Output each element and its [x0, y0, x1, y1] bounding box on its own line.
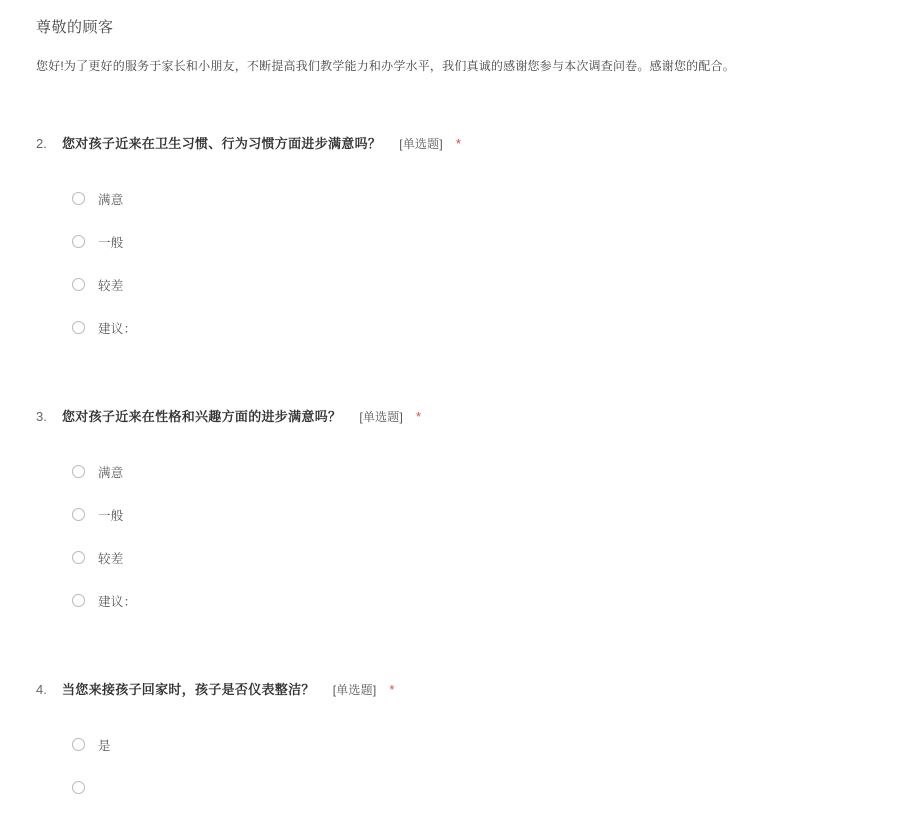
page-title: 尊敬的顾客 [36, 19, 114, 36]
radio-button-icon[interactable] [72, 738, 85, 751]
radio-button-icon[interactable] [72, 465, 85, 478]
radio-button-icon[interactable] [72, 192, 85, 205]
question-header-2 [36, 133, 866, 152]
option-label: 满意 [98, 465, 124, 480]
question-number-4: 4. [36, 682, 47, 697]
option-row[interactable] [72, 728, 866, 761]
options-list-3 [72, 455, 866, 617]
question-block-2 [36, 133, 866, 354]
option-label: 一般 [98, 235, 124, 250]
option-label: 是 [98, 738, 111, 753]
question-type-4: [单选题] [332, 683, 377, 697]
option-label: 较差 [98, 551, 124, 566]
radio-button-icon[interactable] [72, 781, 85, 794]
options-list-2 [72, 182, 866, 344]
option-row[interactable] [72, 584, 866, 617]
question-header-3 [36, 406, 866, 425]
option-label: 建议： [98, 594, 137, 609]
radio-button-icon[interactable] [72, 321, 85, 334]
option-row[interactable] [72, 225, 866, 258]
radio-button-icon[interactable] [72, 278, 85, 291]
options-list-4 [72, 728, 866, 804]
radio-button-icon[interactable] [72, 551, 85, 564]
question-text-2: 您对孩子近来在卫生习惯、行为习惯方面进步满意吗？ [62, 136, 382, 151]
option-row[interactable] [72, 455, 866, 488]
required-asterisk-4: * [389, 682, 395, 697]
question-number-3: 3. [36, 409, 47, 424]
radio-button-icon[interactable] [72, 594, 85, 607]
survey-intro-text: 您好!为了更好的服务于家长和小朋友，不断提高我们教学能力和办学水平，我们真诚的感谢您参与本次调查问卷。感谢您的配合。 [36, 59, 735, 73]
option-row[interactable] [72, 268, 866, 301]
question-type-3: [单选题] [359, 410, 403, 424]
question-block-4 [36, 679, 866, 814]
option-row[interactable] [72, 311, 866, 344]
option-label: 一般 [98, 508, 124, 523]
question-header-4 [36, 679, 866, 698]
question-text-4: 当您来接孩子回家时，孩子是否仪表整洁？ [62, 682, 315, 697]
option-row[interactable] [72, 498, 866, 531]
question-block-3 [36, 406, 866, 627]
required-asterisk-3: * [415, 409, 422, 424]
option-label: 建议： [98, 321, 137, 336]
question-number-2: 2. [36, 136, 47, 151]
option-row[interactable] [72, 771, 866, 804]
option-label: 较差 [98, 278, 124, 293]
radio-button-icon[interactable] [72, 508, 85, 521]
option-label: 满意 [98, 192, 124, 207]
question-type-2: [单选题] [399, 137, 443, 151]
required-asterisk-2: * [455, 136, 461, 151]
option-row[interactable] [72, 541, 866, 574]
question-text-3: 您对孩子近来在性格和兴趣方面的进步满意吗？ [62, 409, 342, 424]
radio-button-icon[interactable] [72, 235, 85, 248]
option-row[interactable] [72, 182, 866, 215]
